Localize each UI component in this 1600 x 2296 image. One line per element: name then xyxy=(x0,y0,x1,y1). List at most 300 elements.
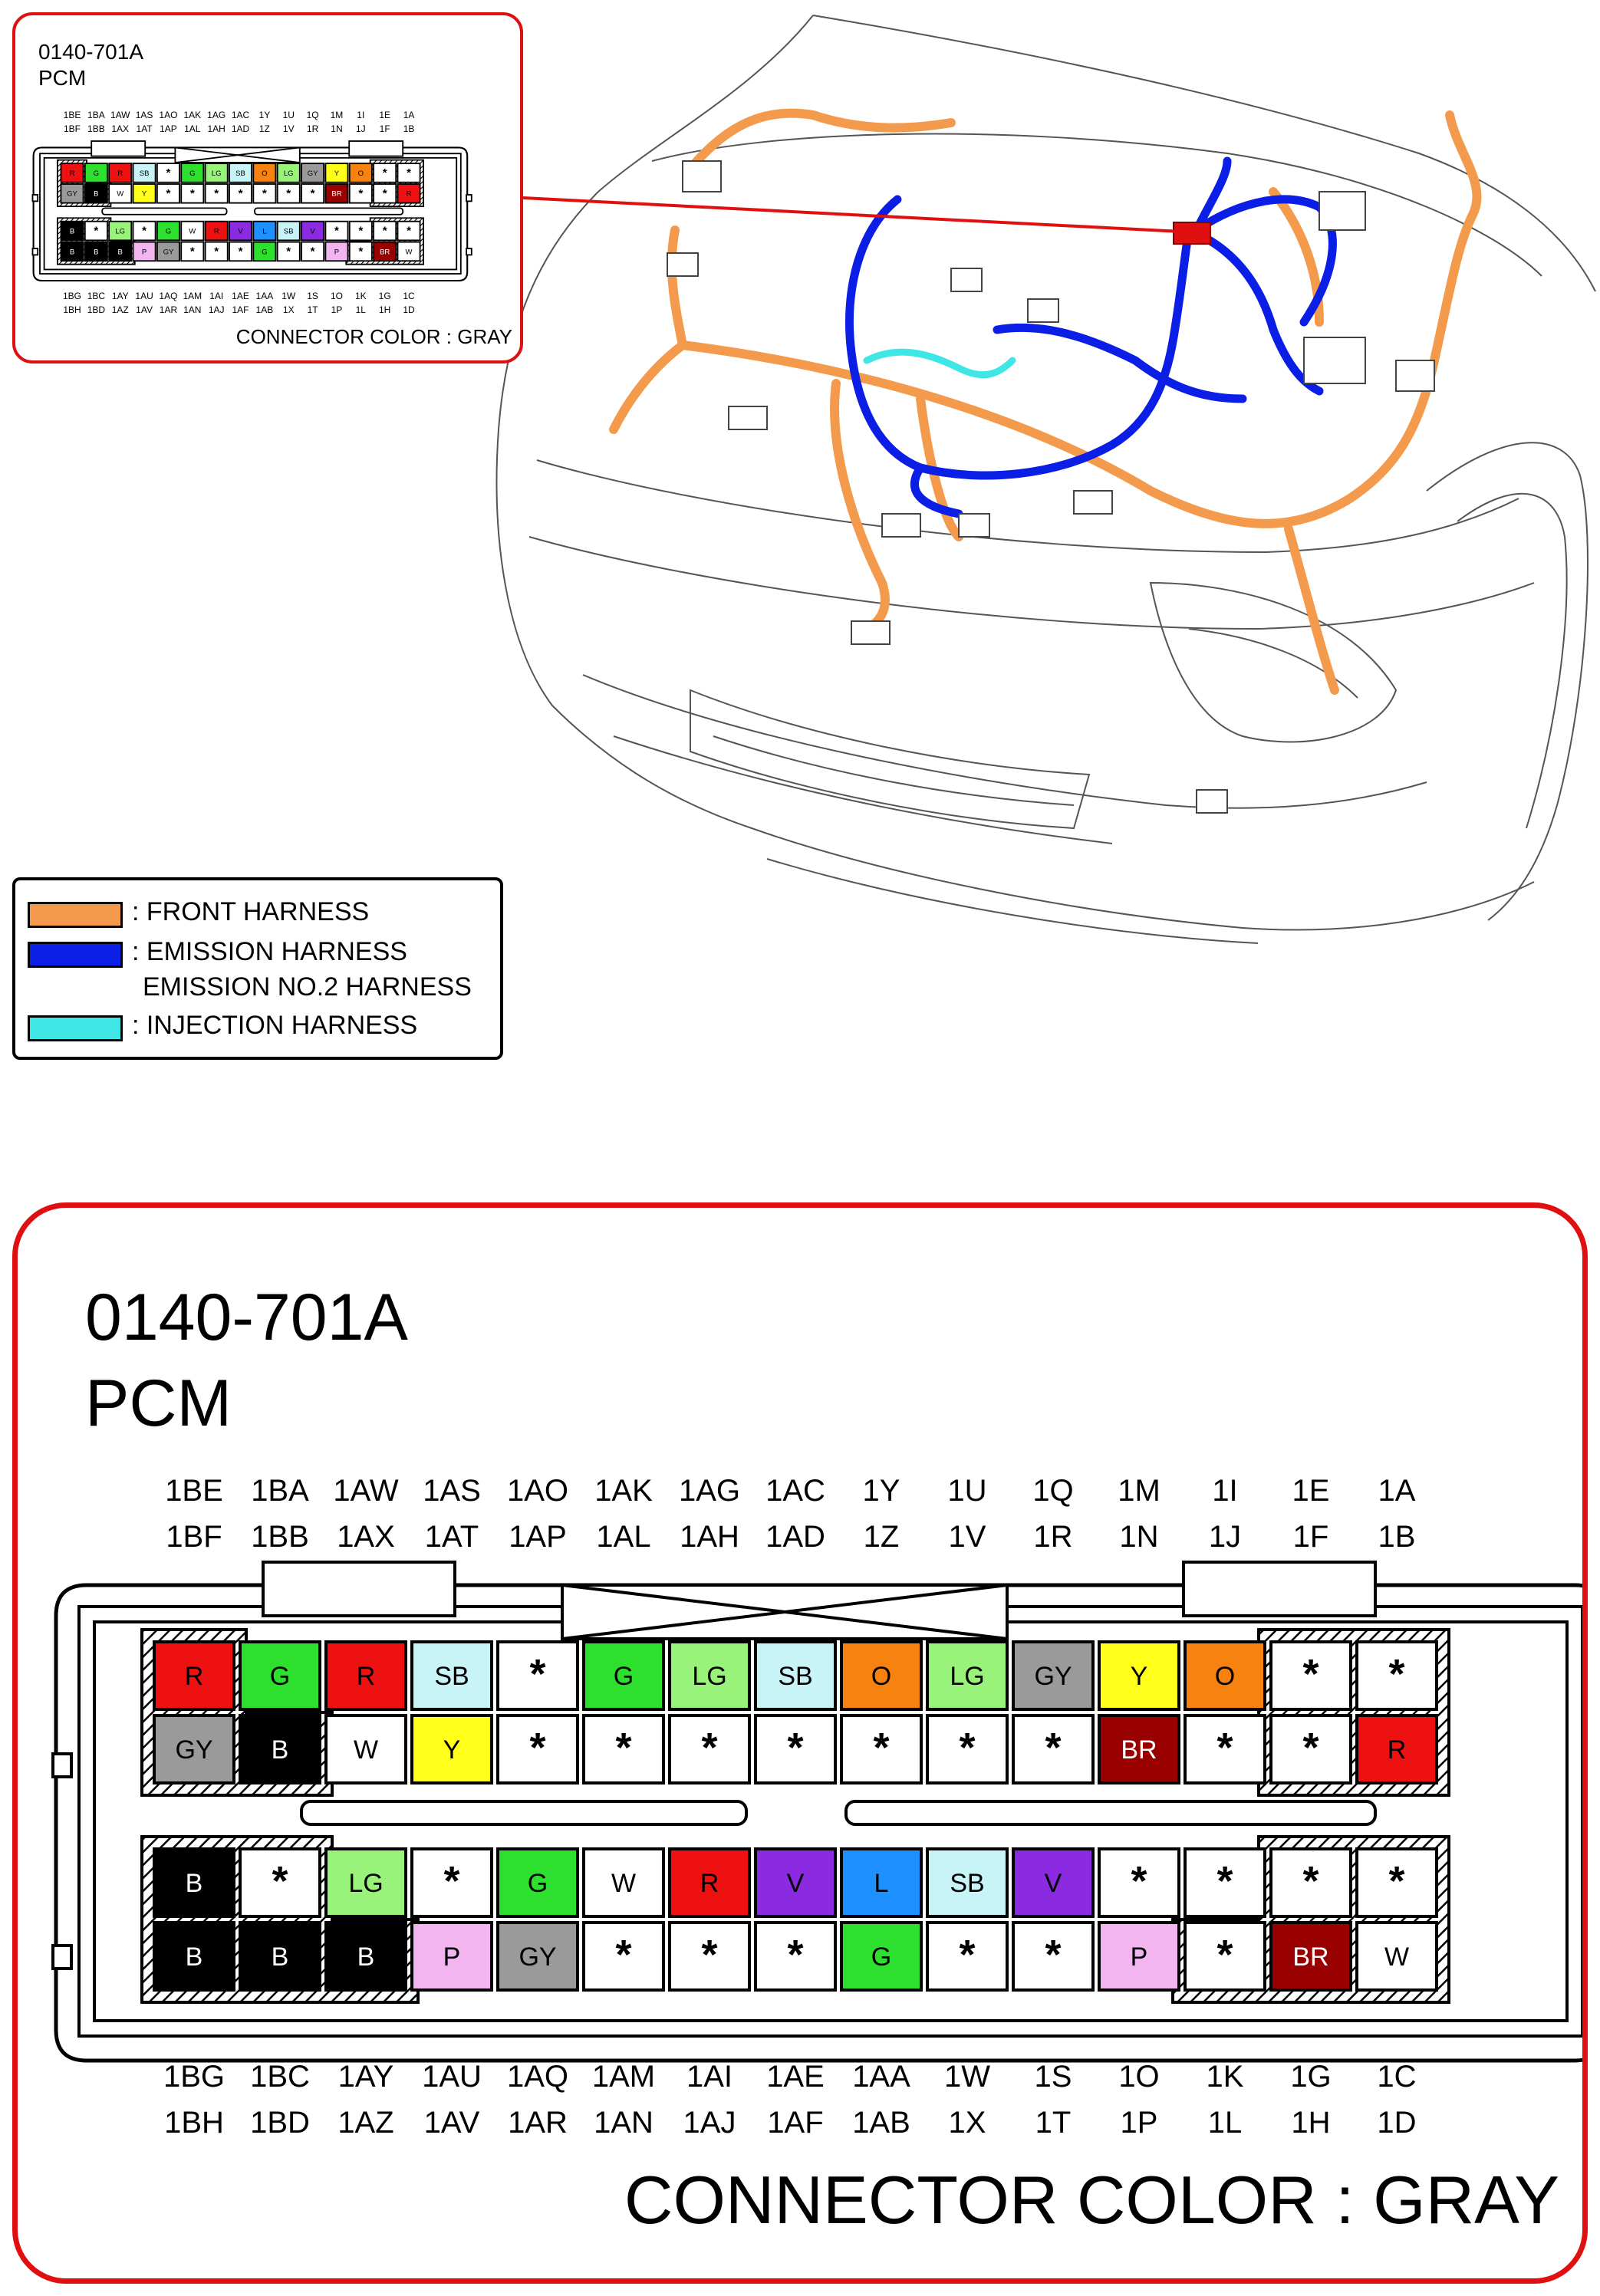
pin-number-label: 1AT xyxy=(136,123,153,134)
pin-number-label: 1B xyxy=(403,123,415,134)
pin-number-label: 1Q xyxy=(1032,1474,1074,1508)
pin-number-label: 1AC xyxy=(765,1474,825,1508)
pin-cell xyxy=(278,242,300,262)
pin-label: BR xyxy=(380,248,390,257)
pin-number-label: 1AN xyxy=(183,304,202,315)
pin-cell xyxy=(301,242,324,262)
pin-cell xyxy=(498,1715,578,1783)
divider-slot xyxy=(255,208,403,214)
pin-cell xyxy=(1271,1849,1351,1916)
pin-label: * xyxy=(529,1725,546,1771)
inset-connector-color: CONNECTOR COLOR : GRAY xyxy=(235,325,512,348)
pin-number-label: 1AZ xyxy=(337,2106,394,2140)
pin-number-label: 1BF xyxy=(166,1520,222,1554)
pin-label: B xyxy=(271,1942,289,1972)
pin-cell xyxy=(374,184,396,203)
pin-cell xyxy=(927,1642,1007,1709)
pin-label: R xyxy=(184,1662,204,1691)
divider-slot xyxy=(846,1801,1375,1824)
pin-number-label: 1Y xyxy=(862,1474,900,1508)
pin-number-label: 1X xyxy=(282,304,295,315)
pin-number-label: 1AZ xyxy=(111,304,129,315)
connector-code: 0140-701A xyxy=(85,1281,408,1354)
pin-cell xyxy=(157,163,179,183)
pin-cell xyxy=(397,184,420,203)
pin-number-label: 1G xyxy=(1290,2060,1332,2094)
pin-number-label: 1AA xyxy=(852,2060,910,2094)
pin-number-label: 1M xyxy=(1118,1474,1160,1508)
pin-label: * xyxy=(262,186,267,200)
pin-number-label: 1P xyxy=(1120,2106,1158,2140)
connector-color: CONNECTOR COLOR : GRAY xyxy=(624,2162,1559,2238)
side-notch xyxy=(53,1946,71,1969)
pin-cell xyxy=(229,242,252,262)
pin-label: BR xyxy=(331,189,342,199)
pin-number-label: 1D xyxy=(1377,2106,1417,2140)
pin-label: Y xyxy=(1130,1662,1148,1691)
divider-slot xyxy=(102,208,226,214)
pin-cell xyxy=(157,222,179,241)
pin-label: * xyxy=(166,186,171,200)
pin-cell xyxy=(412,1849,492,1916)
pin-cell xyxy=(325,184,347,203)
pin-label: B xyxy=(69,227,75,236)
pin-number-label: 1B xyxy=(1378,1520,1416,1554)
pin-label: * xyxy=(272,1858,288,1904)
pin-label: GY xyxy=(175,1735,213,1765)
pin-label: SB xyxy=(235,169,245,178)
pin-label: * xyxy=(1216,1932,1233,1978)
pin-cell xyxy=(1185,1642,1265,1709)
pin-label: * xyxy=(959,1932,976,1978)
pin-label: P xyxy=(443,1942,461,1972)
pin-number-label: 1AP xyxy=(509,1520,567,1554)
pin-cell xyxy=(350,222,372,241)
pin-number-label: 1N xyxy=(1119,1520,1159,1554)
pin-cell xyxy=(397,242,420,262)
pin-number-label: 1C xyxy=(403,291,415,301)
pin-number-label: 1BH xyxy=(164,2106,224,2140)
pin-label: G xyxy=(613,1662,634,1691)
pin-label: * xyxy=(286,245,291,258)
pin-number-label: 1AJ xyxy=(208,304,225,315)
pin-label: SB xyxy=(139,169,150,178)
inset-connector-name: PCM xyxy=(38,66,87,90)
inset-connector-panel xyxy=(12,12,523,363)
pin-cell xyxy=(154,1849,234,1916)
pin-label: * xyxy=(94,224,99,238)
pin-label: G xyxy=(189,169,196,178)
pin-cell xyxy=(206,184,228,203)
pin-label: GY xyxy=(307,169,318,178)
pin-label: R xyxy=(356,1662,376,1691)
pin-cell xyxy=(240,1642,320,1709)
pin-number-label: 1AU xyxy=(135,291,153,301)
pin-cell xyxy=(325,242,347,262)
pin-number-label: 1AK xyxy=(594,1474,653,1508)
pin-label: * xyxy=(382,166,387,179)
pin-number-label: 1AK xyxy=(183,110,202,120)
pin-label: * xyxy=(358,186,364,200)
pin-cell xyxy=(1185,1849,1265,1916)
pin-number-label: 1BD xyxy=(250,2106,310,2140)
pin-label: V xyxy=(238,227,243,236)
pin-cell xyxy=(326,1715,406,1783)
pin-number-label: 1AE xyxy=(766,2060,825,2094)
pin-cell xyxy=(133,242,156,262)
pin-cell xyxy=(109,222,131,241)
pin-label: P xyxy=(334,248,340,257)
pin-label: * xyxy=(166,166,171,179)
pin-cell xyxy=(584,1715,663,1783)
pin-number-label: 1E xyxy=(1292,1474,1330,1508)
pin-cell xyxy=(154,1715,234,1783)
side-notch xyxy=(466,248,472,255)
pin-number-label: 1BB xyxy=(87,123,105,134)
pin-label: LG xyxy=(115,227,126,236)
pin-cell xyxy=(253,184,275,203)
pin-cell xyxy=(133,222,156,241)
pin-cell xyxy=(133,163,156,183)
pin-number-label: 1AT xyxy=(424,1520,479,1554)
pin-number-label: 1BG xyxy=(62,291,82,301)
pin-cell xyxy=(278,222,300,241)
pin-label: SB xyxy=(778,1662,813,1691)
pin-cell xyxy=(670,1715,749,1783)
pin-number-label: 1AF xyxy=(232,304,249,315)
pin-number-label: 1AR xyxy=(159,304,178,315)
pin-cell xyxy=(181,163,203,183)
pin-cell xyxy=(1271,1715,1351,1783)
pin-number-label: 1O xyxy=(330,291,343,301)
pin-number-label: 1P xyxy=(331,304,343,315)
pin-cell xyxy=(498,1849,578,1916)
side-notch xyxy=(53,1754,71,1777)
pin-cell xyxy=(326,1849,406,1916)
pin-label: B xyxy=(271,1735,289,1765)
pin-number-label: 1AH xyxy=(207,123,226,134)
pin-number-label: 1V xyxy=(282,123,295,134)
pin-cell xyxy=(325,222,347,241)
pin-label: * xyxy=(142,224,147,238)
pin-label: LG xyxy=(211,169,222,178)
pin-cell xyxy=(253,163,275,183)
pin-label: * xyxy=(407,166,411,179)
pin-label: B xyxy=(69,248,75,257)
pin-label: Y xyxy=(443,1735,461,1765)
pin-label: V xyxy=(786,1869,805,1898)
pin-label: * xyxy=(214,186,219,200)
pin-number-label: 1AU xyxy=(422,2060,482,2094)
pin-label: * xyxy=(238,186,243,200)
pin-cell xyxy=(240,1715,320,1783)
pin-number-label: 1R xyxy=(1033,1520,1073,1554)
pin-number-label: 1Y xyxy=(258,110,271,120)
pin-cell xyxy=(1357,1849,1437,1916)
divider-slot xyxy=(301,1801,746,1824)
pin-label: * xyxy=(1388,1858,1405,1904)
pin-cell xyxy=(670,1923,749,1990)
pin-cell xyxy=(397,222,420,241)
pin-label: O xyxy=(1214,1662,1236,1691)
pin-cell xyxy=(325,163,347,183)
pin-number-label: 1AY xyxy=(337,2060,394,2094)
pin-number-label: 1AQ xyxy=(159,291,178,301)
pin-number-label: 1AL xyxy=(596,1520,651,1554)
pin-cell xyxy=(61,242,83,262)
pin-number-label: 1W xyxy=(281,291,296,301)
pin-label: B xyxy=(117,248,123,257)
pin-cell xyxy=(229,222,252,241)
pin-cell xyxy=(133,184,156,203)
pin-label: * xyxy=(358,245,364,258)
pin-label: GY xyxy=(519,1942,557,1972)
pin-label: LG xyxy=(283,169,294,178)
pin-number-label: 1Z xyxy=(863,1520,900,1554)
pin-label: L xyxy=(262,227,267,236)
pin-cell xyxy=(670,1849,749,1916)
pin-cell xyxy=(670,1642,749,1709)
pin-label: SB xyxy=(283,227,294,236)
pin-label: * xyxy=(615,1932,632,1978)
pin-cell xyxy=(278,163,300,183)
pin-label: * xyxy=(615,1725,632,1771)
pin-label: * xyxy=(959,1725,976,1771)
pin-number-label: 1T xyxy=(1035,2106,1072,2140)
pin-number-label: 1BD xyxy=(87,304,106,315)
latch-tab xyxy=(263,1562,455,1616)
pin-number-label: 1Q xyxy=(306,110,319,120)
pin-number-label: 1C xyxy=(1377,2060,1417,2094)
pin-cell xyxy=(301,184,324,203)
pin-label: W xyxy=(1384,1942,1410,1972)
pin-cell xyxy=(85,184,107,203)
pin-cell xyxy=(240,1923,320,1990)
pin-number-label: 1AG xyxy=(678,1474,741,1508)
pin-cell xyxy=(229,184,252,203)
pin-cell xyxy=(85,222,107,241)
pin-number-label: 1BA xyxy=(251,1474,309,1508)
pin-cell xyxy=(1099,1642,1179,1709)
pin-label: * xyxy=(701,1725,718,1771)
inset-connector-code: 0140-701A xyxy=(38,40,144,64)
pin-label: B xyxy=(94,248,99,257)
pin-number-label: 1I xyxy=(357,110,365,120)
pin-label: SB xyxy=(434,1662,469,1691)
pin-cell xyxy=(1013,1923,1093,1990)
pin-cell xyxy=(109,184,131,203)
pin-number-label: 1BE xyxy=(165,1474,223,1508)
pin-number-label: 1AF xyxy=(767,2106,824,2140)
pin-number-label: 1I xyxy=(1212,1474,1238,1508)
pin-cell xyxy=(278,184,300,203)
pin-label: V xyxy=(310,227,315,236)
pin-cell xyxy=(397,163,420,183)
pin-number-label: 1BE xyxy=(63,110,81,120)
pin-label: Y xyxy=(334,169,340,178)
connector-name: PCM xyxy=(85,1367,232,1440)
pin-number-label: 1V xyxy=(948,1520,986,1554)
pin-label: LG xyxy=(348,1869,384,1898)
pin-label: W xyxy=(611,1869,637,1898)
pin-number-label: 1BF xyxy=(63,123,81,134)
pin-number-label: 1R xyxy=(306,123,319,134)
legend-swatch xyxy=(28,942,123,968)
pin-label: G xyxy=(262,248,268,257)
pin-cell xyxy=(240,1849,320,1916)
pin-number-label: 1F xyxy=(1292,1520,1329,1554)
pin-number-label: 1AG xyxy=(207,110,226,120)
pin-cell xyxy=(157,184,179,203)
pin-label: * xyxy=(443,1858,460,1904)
connector-panel xyxy=(12,1202,1588,2284)
legend-label: : INJECTION HARNESS xyxy=(132,1011,418,1040)
pin-label: * xyxy=(310,245,315,258)
pin-label: * xyxy=(787,1932,804,1978)
pin-cell xyxy=(756,1923,835,1990)
pin-label: SB xyxy=(950,1869,985,1898)
pin-label: W xyxy=(189,227,196,236)
pin-label: G xyxy=(93,169,100,178)
latch-tab xyxy=(1184,1562,1375,1616)
pin-label: GY xyxy=(163,248,174,257)
pin-number-label: 1AS xyxy=(423,1474,481,1508)
pin-number-label: 1AV xyxy=(136,304,153,315)
pin-label: V xyxy=(1044,1869,1062,1898)
pin-cell xyxy=(109,242,131,262)
legend-swatch xyxy=(28,902,123,928)
pin-number-label: 1K xyxy=(354,291,367,301)
pin-label: B xyxy=(94,189,99,199)
pin-cell xyxy=(206,242,228,262)
pin-cell xyxy=(109,163,131,183)
pin-number-label: 1AV xyxy=(423,2106,480,2140)
pin-cell xyxy=(1013,1849,1093,1916)
pin-label: * xyxy=(1045,1725,1062,1771)
pin-label: P xyxy=(141,248,147,257)
pin-cell xyxy=(584,1849,663,1916)
pin-number-label: 1AL xyxy=(184,123,201,134)
pin-cell xyxy=(1271,1923,1351,1990)
pin-label: * xyxy=(238,245,243,258)
pin-label: P xyxy=(1130,1942,1148,1972)
pin-cell xyxy=(498,1923,578,1990)
side-notch xyxy=(32,195,38,201)
pin-label: R xyxy=(1387,1735,1407,1765)
pin-label: Y xyxy=(141,189,147,199)
pin-cell xyxy=(1099,1849,1179,1916)
pin-cell xyxy=(1357,1923,1437,1990)
pin-number-label: 1T xyxy=(307,304,318,315)
pin-number-label: 1Z xyxy=(258,123,270,134)
pin-number-label: 1AW xyxy=(110,110,130,120)
pin-number-label: 1AD xyxy=(231,123,250,134)
pin-cell xyxy=(841,1715,921,1783)
pin-label: R xyxy=(69,169,75,178)
pin-label: * xyxy=(189,245,195,258)
pin-number-label: 1AB xyxy=(852,2106,910,2140)
pin-label: * xyxy=(358,224,364,238)
pin-label: * xyxy=(873,1725,890,1771)
pin-number-label: 1G xyxy=(378,291,391,301)
pin-number-label: 1AR xyxy=(508,2106,568,2140)
pin-number-label: 1AY xyxy=(111,291,129,301)
pin-label: * xyxy=(1302,1858,1319,1904)
pin-cell xyxy=(1185,1923,1265,1990)
pin-number-label: 1AN xyxy=(594,2106,653,2140)
legend-swatch xyxy=(28,1015,123,1041)
pin-label: G xyxy=(527,1869,548,1898)
pin-cell xyxy=(1185,1715,1265,1783)
pin-cell xyxy=(157,242,179,262)
pin-label: * xyxy=(1131,1858,1147,1904)
side-notch xyxy=(466,195,472,201)
pin-number-label: 1M xyxy=(330,110,344,120)
pin-number-label: 1A xyxy=(1378,1474,1416,1508)
pin-number-label: 1AX xyxy=(337,1520,395,1554)
pin-label: B xyxy=(185,1942,203,1972)
pin-cell xyxy=(326,1642,406,1709)
side-notch xyxy=(32,248,38,255)
pin-number-label: 1U xyxy=(282,110,295,120)
pin-label: LG xyxy=(950,1662,985,1691)
pin-label: O xyxy=(871,1662,892,1691)
pin-cell xyxy=(350,242,372,262)
pin-label: G xyxy=(165,227,172,236)
pin-label: * xyxy=(382,224,387,238)
pin-number-label: 1AD xyxy=(765,1520,825,1554)
pin-number-label: 1AH xyxy=(680,1520,739,1554)
pin-number-label: 1S xyxy=(1034,2060,1072,2094)
pin-number-label: 1L xyxy=(355,304,366,315)
pin-label: G xyxy=(269,1662,291,1691)
pin-number-label: 1BA xyxy=(87,110,105,120)
pin-number-label: 1L xyxy=(1207,2106,1243,2140)
pin-cell xyxy=(1357,1715,1437,1783)
pin-cell xyxy=(1099,1923,1179,1990)
pin-label: * xyxy=(407,224,411,238)
pin-cell xyxy=(1099,1715,1179,1783)
pin-label: W xyxy=(405,248,413,257)
pin-label: * xyxy=(1302,1725,1319,1771)
legend-label: EMISSION NO.2 HARNESS xyxy=(143,972,472,1002)
pin-number-label: 1H xyxy=(1291,2106,1331,2140)
legend-label: : FRONT HARNESS xyxy=(132,897,370,926)
pin-label: B xyxy=(185,1869,203,1898)
pin-cell xyxy=(927,1715,1007,1783)
pin-label: * xyxy=(1045,1932,1062,1978)
pin-label: BR xyxy=(1292,1942,1329,1972)
inset-connector-diagram xyxy=(20,100,511,330)
pin-cell xyxy=(756,1849,835,1916)
pin-number-label: 1AO xyxy=(506,1474,569,1508)
pin-cell xyxy=(841,1849,921,1916)
pin-cell xyxy=(374,222,396,241)
pin-label: * xyxy=(1216,1725,1233,1771)
pin-cell xyxy=(584,1923,663,1990)
pin-cell xyxy=(374,163,396,183)
pin-cell xyxy=(253,222,275,241)
pin-label: R xyxy=(117,169,123,178)
pin-cell xyxy=(61,222,83,241)
pin-cell xyxy=(1271,1642,1351,1709)
pin-number-label: 1AM xyxy=(591,2060,656,2094)
pin-number-label: 1E xyxy=(379,110,391,120)
pin-label: O xyxy=(357,169,364,178)
pin-number-label: 1BC xyxy=(87,291,106,301)
pin-number-label: 1AS xyxy=(135,110,153,120)
pin-label: LG xyxy=(692,1662,727,1691)
